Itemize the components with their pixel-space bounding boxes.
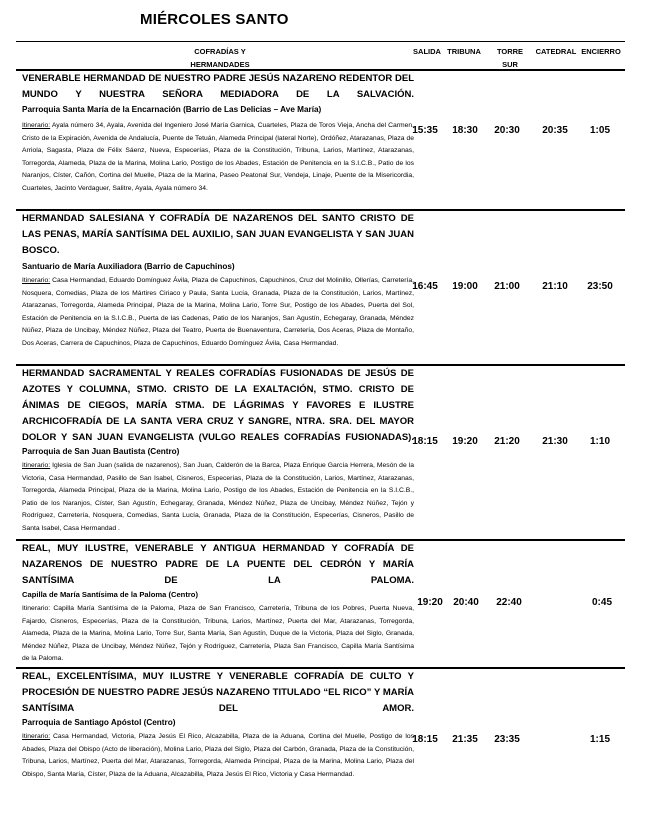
cofradia-itinerary xyxy=(22,460,414,536)
header-encierro: ENCIERRO xyxy=(581,47,621,56)
cofradia-itinerary xyxy=(22,275,414,351)
cofradia-itinerary xyxy=(22,731,414,781)
itinerary-label: Itinerario: xyxy=(22,605,51,612)
cofradia-church: Parroquia de San Juan Bautista (Centro) xyxy=(22,447,180,456)
itinerary-text: Iglesia de San Juan (salida de nazarenos), San Juan, Calderón de la Barca, Plaza Enrique García Herrera, Mesón de la Victoria, Casa Hermandad, Pasillo de San Isabel, Cisneros, Especerías, Plaza de la Constitución, Larios, Martínez, Atarazanas, Torregorda, Alameda Principal, Plaza de la Marina, Molina Lario, Postigo de los Abades, Estación de Penitencia en la S.I.C.B., Patio de los Naranjos, Císter, San Agustín, Echegaray, Granada, Méndez Núñez, Plaza de Uncibay, Méndez Núñez, Tejón y Rodríguez, Carretería, Nosquera, Comedias, Santa Lucía, Granada, Plaza de la Constitución, Especerías, Cisneros, Pasillo de Santa Isabel, Casa Hermandad . xyxy=(22,462,414,532)
header-cofradias-line1: COFRADÍAS Y xyxy=(194,47,246,56)
time-tribuna: 18:30 xyxy=(452,125,478,136)
header-top-rule xyxy=(16,41,625,42)
cofradia-church: Santuario de María Auxiliadora (Barrio de Capuchinos) xyxy=(22,262,235,271)
time-catedral: 21:30 xyxy=(542,436,568,447)
time-catedral: 20:35 xyxy=(542,125,568,136)
time-salida: 16:45 xyxy=(412,281,438,292)
page-title: MIÉRCOLES SANTO xyxy=(140,11,289,28)
time-catedral: 21:10 xyxy=(542,281,568,292)
time-encierro: 0:45 xyxy=(591,597,612,608)
header-torre: TORRE xyxy=(496,47,524,56)
header-catedral: CATEDRAL xyxy=(535,47,577,56)
time-tribuna: 19:20 xyxy=(452,436,478,447)
itinerary-label: Itinerario: xyxy=(22,277,51,284)
time-torre-sur: 21:20 xyxy=(494,436,520,447)
header-cofradias-line2: HERMANDADES xyxy=(190,60,250,69)
header-salida: SALIDA xyxy=(413,47,441,56)
cofradia-name: VENERABLE HERMANDAD DE NUESTRO PADRE JESÚS NAZARENO REDENTOR DEL MUNDO Y NUESTRA SEÑORA MEDIADORA DE LA SALVACIÓN. xyxy=(22,73,414,100)
cofradia-itinerary xyxy=(22,603,414,666)
itinerary-label: Itinerario: xyxy=(22,122,51,129)
header-tribuna: TRIBUNA xyxy=(447,47,481,56)
time-catedral: 22:40 xyxy=(496,597,522,608)
cofradia-name: REAL, MUY ILUSTRE, VENERABLE Y ANTIGUA HERMANDAD Y COFRADÍA DE NAZARENOS DE NUESTRO PADRE DE LA PUENTE DEL CEDRÓN Y MARÍA SANTÍSIMA DE LA PALOMA. xyxy=(22,543,414,586)
time-encierro: 1:10 xyxy=(589,436,610,447)
itinerary-text: Casa Hermandad, Victoria, Plaza Jesús El Rico, Alcazabilla, Plaza de la Aduana, Cortina del Muelle, Postigo de los Abades, Plaza del Obispo (Acto de liberación), Molina Lario, Plaza del Siglo, Plaza del Carbón, Granada, Plaza de la Constitución, Tribuna, Larios, Martínez, Puerta del Mar, Atarazanas, Torregorda, Alameda Principal, Plaza de la Marina, Molina Lario, Plaza del Obispo, Santa María, Císter, Plaza de la Aduana, Alcazabilla, Plaza Jesús El Rico, Victoria y Casa Hermandad. xyxy=(22,733,414,778)
time-tribuna: 19:20 xyxy=(417,597,443,608)
time-salida: 18:15 xyxy=(412,436,438,447)
cofradia-church: Capilla de María Santísima de la Paloma (Centro) xyxy=(22,590,198,599)
itinerary-text: Capilla María Santísima de la Paloma, Plaza de San Francisco, Carretería, Tribuna de los Pobres, Puerta Nueva, Fajardo, Cisneros, Especerías, Plaza de la Constitución, Tribuna, Larios, Martínez, Puerta del Mar, Atarazanas, Torregorda, Alameda, Plaza de la Marina, Molina Lario, Torre Sur, Santa María, San Agustín, Duque de la Victoria, Plaza del Siglo, Granada, Méndez Núñez, Plaza de Uncibay, Méndez Núñez, Tejón y Rodríguez, Carretería, Plaza San Francisco, Capilla María Santísima de la Paloma. xyxy=(22,605,414,663)
time-encierro: 23:50 xyxy=(587,281,613,292)
cofradia-church: Parroquia Santa María de la Encarnación (Barrio de Las Delicias – Ave María) xyxy=(22,105,322,114)
time-tribuna: 21:35 xyxy=(452,734,478,745)
itinerary-text: Casa Hermandad, Eduardo Domínguez Ávila, Plaza de Capuchinos, Capuchinos, Cruz del Molinillo, Ollerías, Carretería, Nosquera, Comedias, Plaza de los Mártires Ciriaco y Paula, Santa Lucía, Granada, Plaza de la Constitución, Larios, Martínez, Atarazanas, Torregorda, Alameda Principal, Plaza de la Marina, Molina Lario, Torre Sur, Postigo de los Abades, Puerta del Sol, Estación de Penitencia en la S.I.C.B., Puerta de las Cadenas, Patio de los Naranjos, San Agustín, Echegaray, Granada, Méndez Núñez, Plaza de Uncibay, Méndez Núñez, Plaza del Teatro, Puerta de Buenaventura, Carretería, Dos Aceras, Plaza de Montaño, Dos Aceras, Carrera de Capuchinos, Plaza de Capuchinos, Eduardo Domínguez Ávila, Casa Hermandad. xyxy=(22,277,414,347)
itinerary-label: Itinerario: xyxy=(22,733,51,740)
time-torre-sur: 20:40 xyxy=(453,597,479,608)
cofradia-name: HERMANDAD SACRAMENTAL Y REALES COFRADÍAS FUSIONADAS DE JESÚS DE AZOTES Y COLUMNA, STMO. CRISTO DE LA EXALTACIÓN, STMO. CRISTO DE ÁNIMAS DE CIEGOS, MARÍA STMA. DE LÁGRIMAS Y FAVORES E ILUSTRE ARCHICOFRADÍA DE LA SANTA VERA CRUZ Y SANGRE, NTRA. SRA. DEL MAYOR DOLOR Y SAN JUAN EVANGELISTA (VULGO REALES COFRADÍAS FUSIONADAS). xyxy=(22,368,414,443)
time-salida: 15:35 xyxy=(412,125,438,136)
time-tribuna: 19:00 xyxy=(452,281,478,292)
header-torre-sur xyxy=(490,45,530,71)
itinerary-label: Itinerario: xyxy=(22,462,51,469)
cofradia-name: REAL, EXCELENTÍSIMA, MUY ILUSTRE Y VENERABLE COFRADÍA DE CULTO Y PROCESIÓN DE NUESTRO PADRE JESÚS NAZARENO TITULADO “EL RICO” Y MARÍA SANTÍSIMA DEL AMOR. xyxy=(22,671,414,714)
time-torre-sur: 21:00 xyxy=(494,281,520,292)
time-torre-sur: 20:30 xyxy=(494,125,520,136)
cofradia-name: HERMANDAD SALESIANA Y COFRADÍA DE NAZARENOS DEL SANTO CRISTO DE LAS PENAS, MARÍA SANTÍSIMA DEL AUXILIO, SAN JUAN EVANGELISTA Y SAN JUAN BOSCO. xyxy=(22,213,414,256)
cofradia-itinerary xyxy=(22,120,414,196)
time-encierro: 1:05 xyxy=(589,125,610,136)
time-salida: 18:15 xyxy=(412,734,438,745)
time-encierro: 1:15 xyxy=(589,734,610,745)
itinerary-text: Ayala número 34, Ayala, Avenida del Ingeniero José María Garnica, Cuarteles, Plaza de Toros Vieja, Ancha del Carmen, Cristo de la Expiración, Avenida de Andalucía, Puente de Tetuán, Alameda Principal (lateral Norte), Ordóñez, Atarazanas, Plaza de Arriola, Sagasta, Plaza de Félix Sáenz, Nueva, Especerías, Plaza de la Constitución, Tribuna, Larios, Martínez, Atarazanas, Torregorda, Alameda, Plaza de la Marina, Molina Lario, Postigo de los Abades, Estación de Penitencia en la S.I.C.B., Patio de los Naranjos, Císter, Cañón, Cortina del Muelle, Plaza de la Marina, Paseo Peatonal Sur, Vendeja, Linaje, Puente de la Misericordia, Cuarteles, Jacinto Verdaguer, Salitre, Ayala, Ayala número 34. xyxy=(22,122,414,192)
header-cofradias xyxy=(160,45,280,71)
header-sur: SUR xyxy=(502,60,518,69)
time-torre-sur: 23:35 xyxy=(494,734,520,745)
cofradia-church: Parroquia de Santiago Apóstol (Centro) xyxy=(22,718,176,727)
